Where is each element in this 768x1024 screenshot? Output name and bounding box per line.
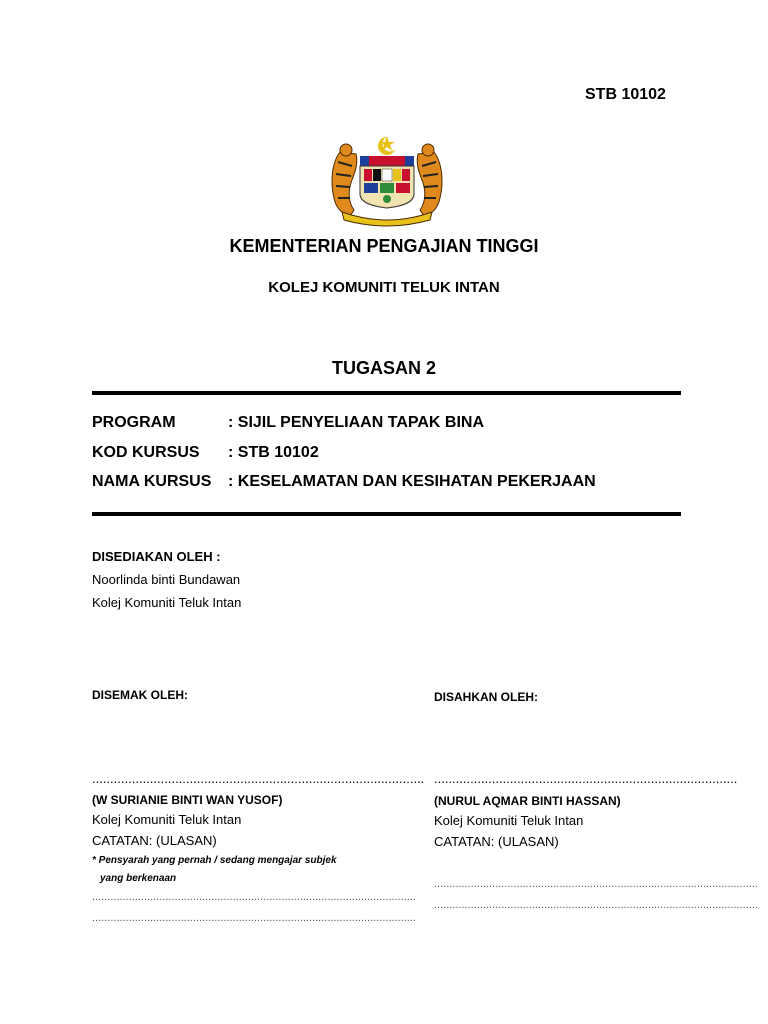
approved-notes-line-1[interactable]: .......................................................................................................... xyxy=(434,878,758,890)
approved-by-label: DISAHKAN OLEH: xyxy=(434,690,538,704)
program-label: PROGRAM xyxy=(92,414,176,431)
prepared-by-institution: Kolej Komuniti Teluk Intan xyxy=(92,595,242,610)
checked-by-institution: Kolej Komuniti Teluk Intan xyxy=(92,812,242,827)
checked-by-label: DISEMAK OLEH: xyxy=(92,688,188,702)
checked-notes-label: CATATAN: (ULASAN) xyxy=(92,833,217,848)
malaysia-coat-of-arms-icon xyxy=(326,132,448,224)
course-name-value: : KESELAMATAN DAN KESIHATAN PEKERJAAN xyxy=(228,473,596,490)
top-divider xyxy=(92,391,681,395)
approved-notes-line-2[interactable]: .......................................................................................................... xyxy=(434,899,758,911)
approved-by-name: (NURUL AQMAR BINTI HASSAN) xyxy=(434,794,621,808)
checked-footnote-line1: * Pensyarah yang pernah / sedang mengajar subjek xyxy=(92,855,337,866)
checked-footnote-line2: yang berkenaan xyxy=(100,873,177,884)
approved-by-institution: Kolej Komuniti Teluk Intan xyxy=(434,813,584,828)
course-code-row xyxy=(92,444,319,462)
college-title: KOLEJ KOMUNITI TELUK INTAN xyxy=(268,279,500,296)
bottom-divider xyxy=(92,512,681,516)
checked-by-name: (W SURIANIE BINTI WAN YUSOF) xyxy=(92,793,283,807)
prepared-by-label: DISEDIAKAN OLEH : xyxy=(92,549,221,564)
document-code: STB 10102 xyxy=(585,86,666,103)
checked-notes-line-1[interactable]: .......................................................................................................... xyxy=(92,891,416,903)
checked-notes-line-2[interactable]: .......................................................................................................... xyxy=(92,912,416,924)
assignment-title: TUGASAN 2 xyxy=(331,358,436,378)
course-name-label: NAMA KURSUS xyxy=(92,473,212,490)
prepared-by-name: Noorlinda binti Bundawan xyxy=(92,572,241,587)
course-code-label: KOD KURSUS xyxy=(92,444,200,461)
program-value: : SIJIL PENYELIAAN TAPAK BINA xyxy=(228,414,485,431)
approved-signature-line: .................................................................................... xyxy=(434,771,738,786)
checked-signature-line: ............................................................................................ xyxy=(92,771,425,786)
ministry-title: KEMENTERIAN PENGAJIAN TINGGI xyxy=(229,236,539,256)
program-row xyxy=(92,414,484,432)
course-name-row xyxy=(92,473,596,491)
approved-notes-label: CATATAN: (ULASAN) xyxy=(434,834,559,849)
course-code-value: : STB 10102 xyxy=(228,444,319,461)
